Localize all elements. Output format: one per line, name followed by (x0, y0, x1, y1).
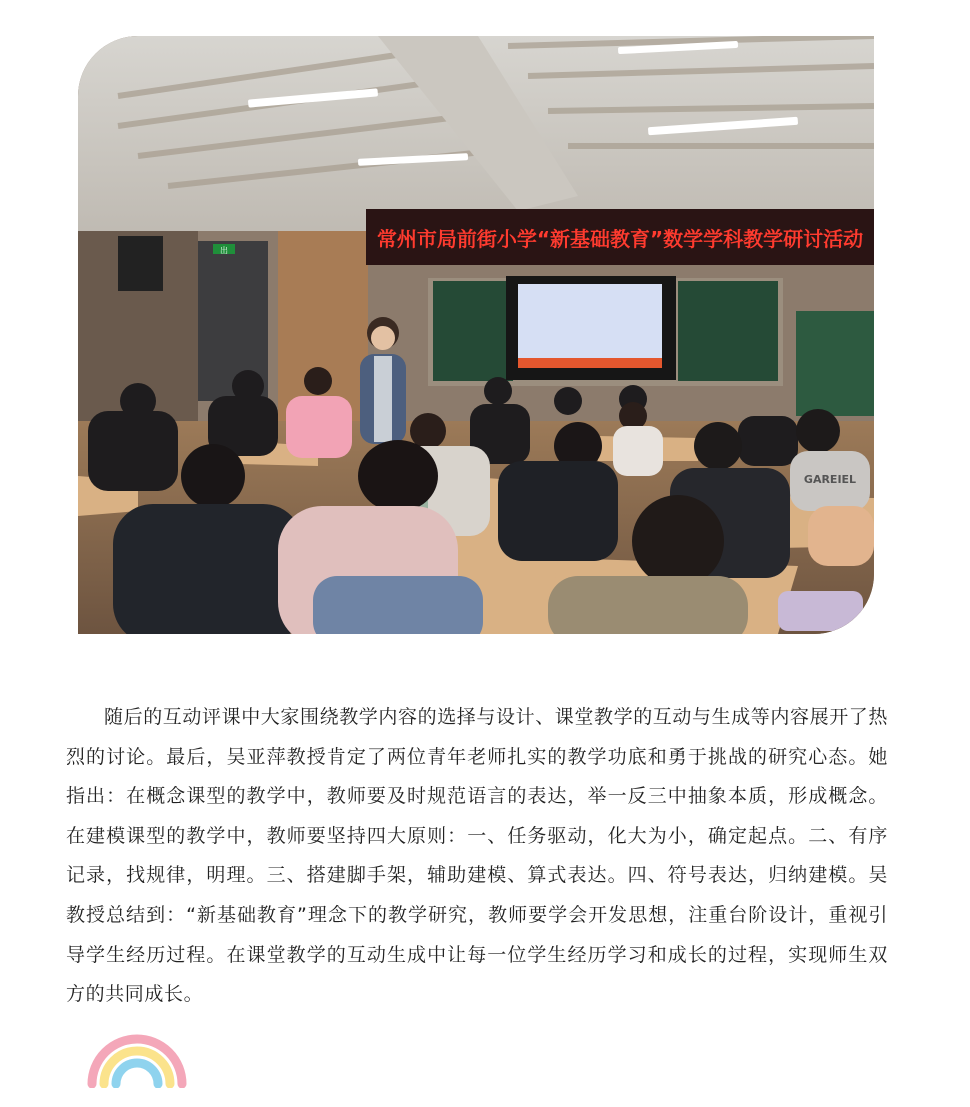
exit-sign-text: 出 (220, 246, 228, 255)
jacket-text: GAREIEL (803, 473, 857, 486)
article-paragraph: 随后的互动评课中大家围绕教学内容的选择与设计、课堂教学的互动与生成等内容展开了热烈的讨论。最后，吴亚萍教授肯定了两位青年老师扎实的教学功底和勇于挑战的研究心态。她指出：在概念课型的教学中，教师要及时规范语言的表达，举一反三中抽象本质，形成概念。在建模课型的教学中，教师要坚持四大原则：一、任务驱动，化大为小，确定起点。二、有序记录，找规律，明理。三、搭建脚手架，辅助建模、算式表达。四、符号表达，归纳建模。吴教授总结到：“新基础教育”理念下的教学研究，教师要学会开发思想，注重台阶设计，重视引导学生经历过程。在课堂教学的互动生成中让每一位学生经历学习和成长的过程，实现师生双方的共同成长。 (66, 706, 889, 1006)
classroom-photo-illustration (78, 36, 874, 634)
speaker-icon (118, 236, 163, 291)
classroom-photo (78, 36, 874, 634)
rainbow-icon (86, 1022, 188, 1088)
led-banner-text: 常州市局前街小学“新基础教育”数学学科教学研讨活动 (376, 227, 864, 251)
